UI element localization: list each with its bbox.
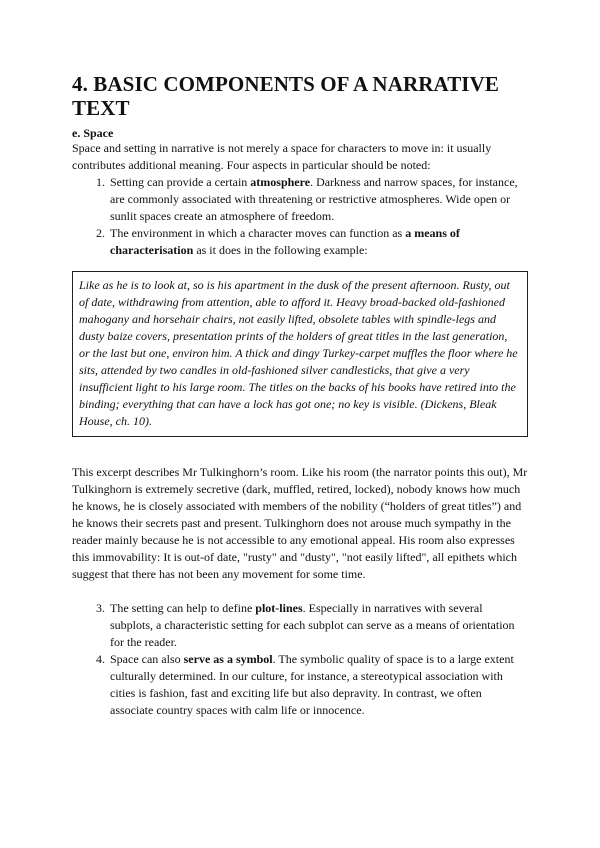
list-item-atmosphere <box>108 174 528 225</box>
item-text-pre: The environment in which a character moves can function as <box>110 226 406 240</box>
item-text-bold: serve as a symbol <box>183 652 273 666</box>
spacer <box>72 583 528 600</box>
item-text-post: . Darkness and narrow spaces, for instance, are commonly associated with threatening or restrictive atmospheres. Wide open or sunlit spaces create an atmosphere of freedom. <box>110 175 518 223</box>
list-item-plot-lines <box>108 600 528 651</box>
item-text-bold: plot-lines <box>255 601 303 615</box>
subsection-heading: e. Space <box>72 126 114 140</box>
spacer <box>72 437 528 464</box>
item-text-pre: Space can also <box>110 652 184 666</box>
item-text-pre: The setting can help to define <box>110 601 256 615</box>
item-text-pre: Setting can provide a certain <box>110 175 251 189</box>
document-page <box>72 72 528 719</box>
aspects-list-1 <box>72 174 528 259</box>
intro-paragraph: Space and setting in narrative is not merely a space for characters to move in: it usually contributes additional meaning. Four aspects in particular should be noted: <box>72 141 492 172</box>
list-item-symbol <box>108 651 528 719</box>
item-text-bold: atmosphere <box>250 175 311 189</box>
dickens-quote-box: Like as he is to look at, so is his apartment in the dusk of the present afternoon. Rusty, out of date, withdrawing from attention, able to afford it. Heavy broad-backed old-fashioned mahogany and horsehair chairs, not easily lifted, obsolete tables with spindle-legs and dusty baize covers, presentation prints of the holders of great titles in the last generation, or the last but one, environ him. A thick and dingy Turkey-carpet muffles the floor where he sits, attended by two candles in old-fashioned silver candlesticks, that give a very insufficient light to his large room. The titles on the backs of his books have retired into the binding; everything that can have a lock has got one; no key is visible. (Dickens, Bleak House, ch. 10). <box>72 271 528 437</box>
commentary-paragraph: This excerpt describes Mr Tulkinghorn’s room. Like his room (the narrator points this out), Mr Tulkinghorn is extremely secretive (dark, muffled, retired, locked), nobody knows how much he knows, he is closely associated with members of the nobility (“holders of great titles”) and he knows their secrets past and present. Tulkinghorn does not arouse much sympathy in the reader mainly because he is not accessible to any emotional appeal. His room also expresses this immovability: It is out-of date, "rusty" and "dusty", "not easily lifted", all epithets which suggest that there has not been any movement for some time. <box>72 465 528 581</box>
list-item-characterisation <box>108 225 528 259</box>
aspects-list-2 <box>72 600 528 719</box>
item-text-post: . Especially in narratives with several subplots, a characteristic setting for each subplot can serve as a means of orientation for the reader. <box>110 601 515 649</box>
section-heading: 4. BASIC COMPONENTS OF A NARRATIVE TEXT <box>72 72 499 120</box>
item-text-post: as it does in the following example: <box>193 243 368 257</box>
item-text-post: . The symbolic quality of space is to a large extent culturally determined. In our culture, for instance, a stereotypical association with cities is fashion, fast and exciting life but also depravity. In contrast, we often associate country spaces with calm life or innocence. <box>110 652 514 717</box>
item-text-bold: a means of characterisation <box>110 226 460 257</box>
